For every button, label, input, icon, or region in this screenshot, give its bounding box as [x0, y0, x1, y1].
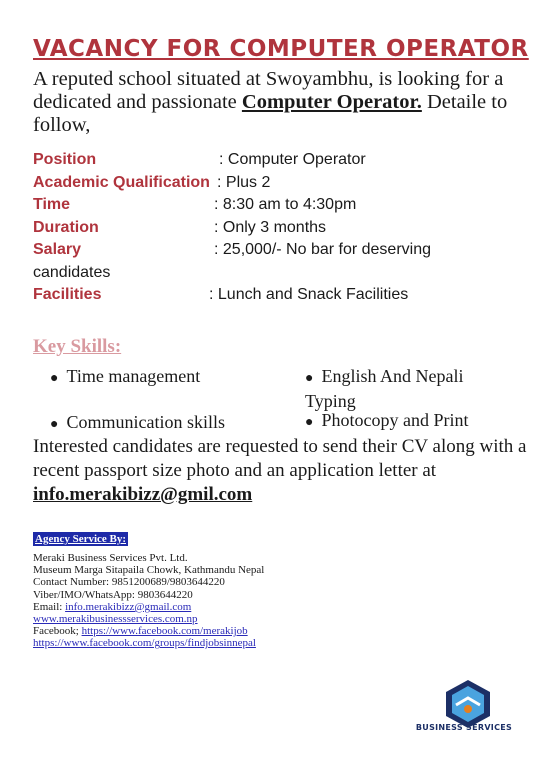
skill-label: Time management [66, 366, 201, 386]
skill-label: Communication skills [66, 412, 225, 432]
agency-facebook-row [33, 625, 433, 637]
apply-email-link[interactable]: info.merakibizz@gmil.com [33, 484, 253, 505]
detail-facilities [33, 284, 533, 307]
detail-value: : 25,000/- No bar for deserving [214, 241, 432, 258]
skills-heading: Key Skills: [33, 336, 122, 357]
agency-address: Museum Marga Sitapaila Chowk, Kathmandu Nepal [33, 564, 265, 577]
job-details [33, 149, 533, 307]
detail-salary [33, 239, 533, 284]
agency-contact-block [33, 552, 433, 650]
intro-text: A reputed school situated at Swoyambhu, is looking for a dedicated and passionate [33, 68, 504, 113]
detail-qualification [33, 172, 533, 195]
detail-duration [33, 217, 533, 240]
detail-value: : 8:30 am to 4:30pm [214, 196, 357, 213]
detail-label: Duration [33, 218, 99, 236]
detail-time [33, 194, 533, 217]
detail-label: Academic Qualification [33, 173, 210, 191]
agency-group-link[interactable]: https://www.facebook.com/groups/findjobsinnepal [33, 637, 256, 650]
detail-label: Time [33, 196, 71, 213]
agency-email-link[interactable]: info.merakibizz@gmail.com [65, 600, 192, 613]
bullet-icon: ● [305, 415, 314, 430]
agency-contact-number: Contact Number: 9851200689/9803644220 [33, 576, 225, 589]
agency-facebook-link[interactable]: https://www.facebook.com/merakijob [81, 625, 248, 638]
application-instructions [33, 435, 538, 507]
agency-name: Meraki Business Services Pvt. Ltd. [33, 552, 188, 564]
agency-viber: Viber/IMO/WhatsApp: 9803644220 [33, 588, 193, 601]
detail-value: : Lunch and Snack Facilities [209, 286, 409, 303]
agency-heading: Agency Service By: [35, 533, 127, 545]
skill-item [50, 365, 200, 390]
detail-position [33, 149, 533, 172]
bullet-icon: ● [50, 417, 59, 432]
agency-email-label: Email: [33, 600, 66, 613]
agency-facebook-label: Facebook; [33, 625, 82, 638]
skill-label: Photocopy and Print [321, 410, 469, 430]
page-title: VACANCY FOR COMPUTER OPERATOR [33, 36, 529, 62]
skill-item [50, 411, 225, 436]
detail-label: Facilities [33, 286, 102, 303]
bullet-icon: ● [50, 371, 59, 386]
apply-text: Interested candidates are requested to send their CV along with a recent passport size photo and an application letter at [33, 436, 527, 481]
logo-dot [464, 705, 472, 713]
detail-value: : Plus 2 [217, 173, 271, 191]
skill-label: English And Nepali Typing [305, 366, 464, 411]
detail-label: Position [33, 151, 97, 168]
detail-value: : Only 3 months [214, 218, 327, 236]
intro-paragraph [33, 68, 533, 137]
agency-website-link[interactable]: www.merakibusinessservices.com.np [33, 613, 198, 626]
intro-text-end: Detaile to follow, [33, 91, 508, 136]
bullet-icon: ● [305, 371, 314, 386]
detail-continuation: candidates [33, 263, 111, 281]
detail-label: Salary [33, 241, 82, 258]
detail-value: : Computer Operator [219, 151, 366, 168]
logo-tagline: BUSINESS SERVICES [415, 723, 513, 732]
agency-email-row [33, 601, 433, 613]
skill-item [305, 365, 505, 412]
skill-item [305, 409, 468, 434]
intro-emphasis: Computer Operator. [241, 91, 422, 113]
